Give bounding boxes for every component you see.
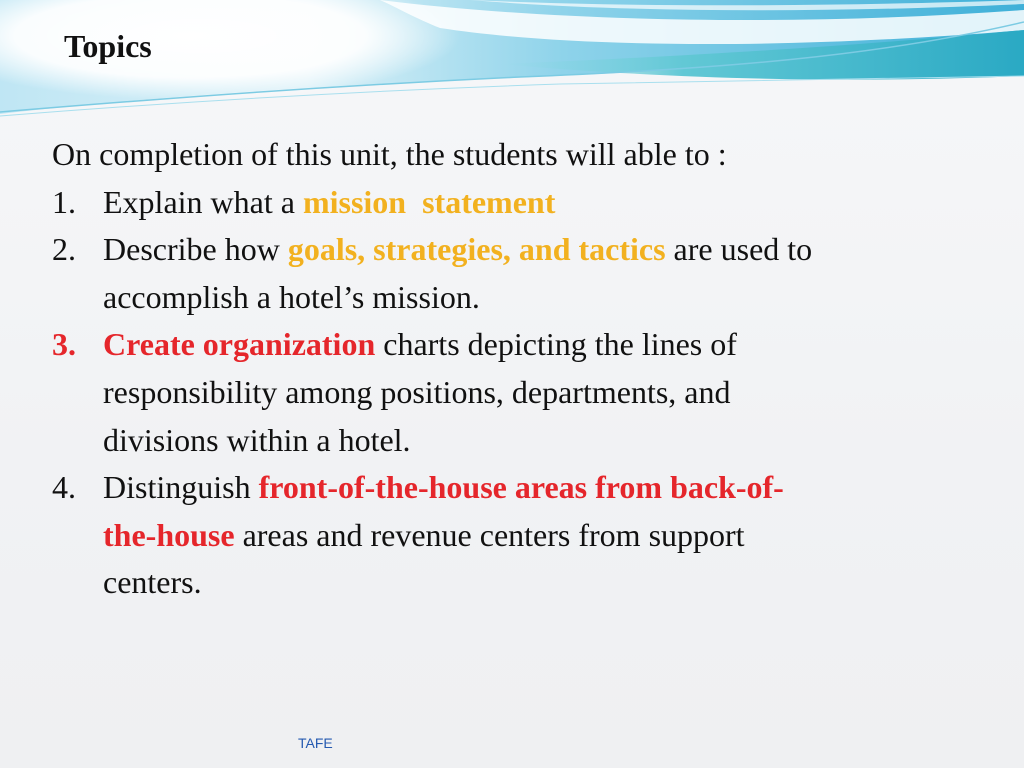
- plain-text: Explain what a: [103, 183, 303, 220]
- plain-text: areas and revenue centers from support: [234, 516, 745, 553]
- item-number: 4.: [52, 469, 76, 506]
- slide-title: Topics: [64, 28, 152, 64]
- plain-text: Distinguish: [103, 469, 259, 506]
- item-text: [103, 226, 812, 274]
- plain-text: Describe how: [103, 231, 288, 268]
- objective-item-1: [52, 179, 1012, 227]
- footer-label: TAFE: [298, 735, 333, 751]
- item-number: 2.: [52, 231, 76, 268]
- intro-text: On completion of this unit, the students will able to :: [52, 136, 727, 172]
- objective-line: [52, 512, 1012, 560]
- objective-line: [52, 417, 1012, 465]
- plain-text: responsibility among positions, departments, and: [103, 373, 731, 410]
- plain-text: centers.: [103, 564, 202, 601]
- objective-line: [52, 321, 1012, 369]
- highlight-text: the-house: [103, 516, 235, 553]
- item-number: 3.: [52, 326, 76, 363]
- item-text: [103, 464, 784, 512]
- objective-line: [52, 369, 1012, 417]
- objectives-content: [52, 131, 1012, 607]
- item-text: [103, 179, 555, 227]
- item-number: 1.: [52, 183, 76, 220]
- item-text: [103, 369, 730, 417]
- highlight-text: mission statement: [302, 183, 556, 220]
- objective-item-4: [52, 464, 1012, 607]
- plain-text: accomplish a hotel’s mission.: [103, 278, 480, 315]
- objective-item-2: [52, 226, 1012, 321]
- plain-text: are used to: [665, 231, 813, 268]
- plain-text: divisions within a hotel.: [103, 421, 411, 458]
- item-text: [103, 417, 411, 465]
- plain-text: charts depicting the lines of: [375, 326, 737, 363]
- objective-line: [52, 179, 1012, 227]
- item-text: [103, 559, 202, 607]
- highlight-text: Create organization: [103, 326, 376, 363]
- header-wave-decoration: [0, 0, 1024, 130]
- item-text: [103, 274, 480, 322]
- objective-line: [52, 226, 1012, 274]
- objective-line: [52, 559, 1012, 607]
- objective-line: [52, 464, 1012, 512]
- highlight-text: front-of-the-house areas from back-of-: [258, 469, 784, 506]
- item-text: [103, 512, 745, 560]
- item-text: [103, 321, 737, 369]
- objective-line: [52, 274, 1012, 322]
- objective-item-3: [52, 321, 1012, 464]
- highlight-text: goals, strategies, and tactics: [287, 231, 666, 268]
